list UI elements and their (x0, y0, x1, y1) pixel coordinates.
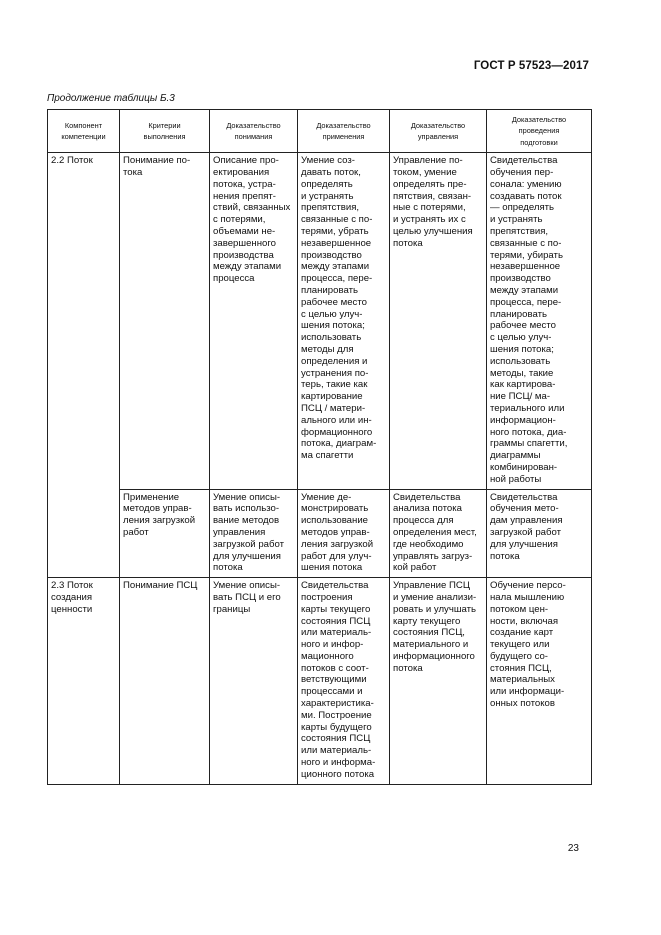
cell-management: Свидетельства анализа потока процесса для определения мест, где необходимо управлять загруз- кой работ (390, 489, 487, 578)
header-understanding: Доказательство понимания (210, 110, 298, 153)
header-application: Доказательство применения (298, 110, 390, 153)
cell-management: Управление ПСЦ и умение анализи- ровать и улучшать карту текущего состояния ПСЦ, материального и информационного потока (390, 578, 487, 785)
table-caption: Продолжение таблицы Б.3 (47, 93, 175, 104)
cell-criteria: Понимание ПСЦ (120, 578, 210, 785)
page-number: 23 (567, 843, 579, 854)
cell-component: 2.3 Поток создания ценности (48, 578, 120, 785)
table-row (48, 578, 592, 785)
cell-application: Умение соз- давать поток, определять и устранять препятствия, связанные с по- терями, убрать незавершенное производство между этапами процесса, пере- планировать рабочее место с целью улуч- шения потока; использовать методы для определения и устранения по- терь, такие как картирование ПСЦ / матери- ального или ин- формационного потока, диаграм- ма спагетти (298, 153, 390, 489)
table-row (48, 489, 592, 578)
cell-understanding: Описание про- ектирования потока, устра- нения препят- ствий, связанных с потерями, объемами не- завершенного производства между этапами процесса (210, 153, 298, 489)
cell-management: Управление по- током, умение определять пре- пятствия, связан- ные с потерями, и устранять их с целью улучшения потока (390, 153, 487, 489)
cell-training: Свидетельства обучения пер- сонала: умению создавать поток — определять и устранять препятствия, связанные с по- терями, убирать незавершенное производство между этапами процесса, пере- планировать рабочее место с целью улуч- шения потока; использовать методы, такие как картирова- ние ПСЦ/ ма- териального или информацион- ного потока, диа- граммы спагетти, диаграммы комбинирован- ной работы (487, 153, 592, 489)
competence-table (47, 109, 592, 785)
table-header-row (48, 110, 592, 153)
header-training: Доказательство проведения подготовки (487, 110, 592, 153)
cell-training: Обучение персо- нала мышлению потоком цен- ности, включая создание карт текущего или будущего со- стояния ПСЦ, материальных или информаци- онных потоков (487, 578, 592, 785)
cell-training: Свидетельства обучения мето- дам управления загрузкой работ для улучшения потока (487, 489, 592, 578)
header-management: Доказательство управления (390, 110, 487, 153)
table-row (48, 153, 592, 489)
cell-understanding: Умение описы- вать использо- вание методов управления загрузкой работ для улучшения потока (210, 489, 298, 578)
cell-criteria: Применение методов управ- ления загрузкой работ (120, 489, 210, 578)
cell-application: Умение де- монстрировать использование методов управ- ления загрузкой работ для улуч- шения потока (298, 489, 390, 578)
header-component: Компонент компетенции (48, 110, 120, 153)
header-criteria: Критерии выполнения (120, 110, 210, 153)
cell-application: Свидетельства построения карты текущего состояния ПСЦ или материаль- ного и инфор- мационного потоков с соот- ветствующими процессами и характеристика- ми. Построение карты будущего состояния ПСЦ или материаль- ного и информа- ционного потока (298, 578, 390, 785)
cell-component: 2.2 Поток (48, 153, 120, 578)
standard-number: ГОСТ Р 57523—2017 (473, 60, 589, 72)
cell-criteria: Понимание по- тока (120, 153, 210, 489)
cell-understanding: Умение описы- вать ПСЦ и его границы (210, 578, 298, 785)
